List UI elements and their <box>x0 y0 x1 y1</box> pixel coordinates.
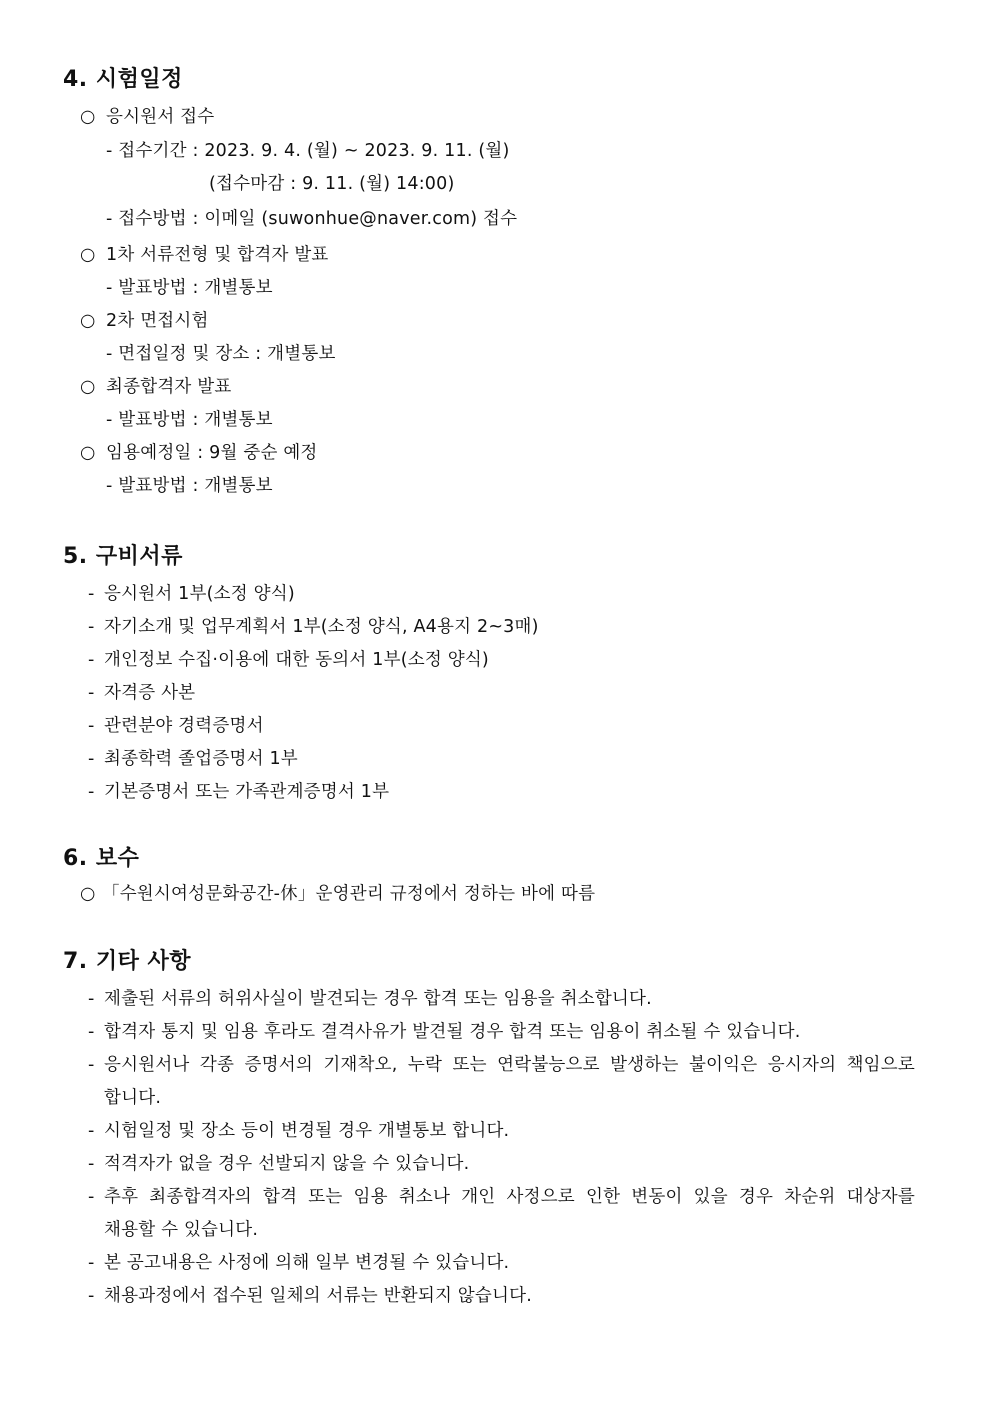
document-item: - 관련분야 경력증명서 <box>88 716 264 736</box>
schedule-item: ○ 2차 면접시험 <box>80 311 209 331</box>
pay-item: ○ 「수원시여성문화공간-休」운영관리 규정에서 정하는 바에 따름 <box>80 884 596 904</box>
document-item: - 개인정보 수집·이용에 대한 동의서 1부(소정 양식) <box>88 650 489 670</box>
schedule-item: ○ 응시원서 접수 <box>80 107 215 127</box>
section-7-title: 7. 기타 사항 <box>63 949 191 974</box>
schedule-item: ○ 최종합격자 발표 <box>80 377 232 397</box>
notice-item: - 응시원서나 각종 증명서의 기재착오, 누락 또는 연락불능으로 발생하는 불이익은 응시자의 책임으로 <box>88 1055 915 1075</box>
schedule-item: ○ 1차 서류전형 및 합격자 발표 <box>80 245 329 265</box>
notice-item: - 본 공고내용은 사정에 의해 일부 변경될 수 있습니다. <box>88 1253 510 1273</box>
application-method: - 접수방법 : 이메일 (suwonhue@naver.com) 접수 <box>106 209 518 229</box>
circle-bullet-icon: ○ <box>80 377 96 397</box>
circle-bullet-icon: ○ <box>80 107 96 127</box>
section-5-title: 5. 구비서류 <box>63 544 183 569</box>
section-4-title: 4. 시험일정 <box>63 67 183 92</box>
circle-bullet-icon: ○ <box>80 245 96 265</box>
schedule-sub-item: - 발표방법 : 개별통보 <box>106 278 273 298</box>
notice-item: - 채용과정에서 접수된 일체의 서류는 반환되지 않습니다. <box>88 1286 532 1306</box>
circle-bullet-icon: ○ <box>80 443 96 463</box>
schedule-item: ○ 임용예정일 : 9월 중순 예정 <box>80 443 318 463</box>
document-item: - 응시원서 1부(소정 양식) <box>88 584 295 604</box>
notice-item-continued: 채용할 수 있습니다. <box>104 1220 259 1240</box>
notice-item: - 시험일정 및 장소 등이 변경될 경우 개별통보 합니다. <box>88 1121 510 1141</box>
document-item: - 기본증명서 또는 가족관계증명서 1부 <box>88 782 390 802</box>
document-item: - 자기소개 및 업무계획서 1부(소정 양식, A4용지 2~3매) <box>88 617 539 637</box>
application-deadline: (접수마감 : 9. 11. (월) 14:00) <box>209 174 455 194</box>
notice-item: - 제출된 서류의 허위사실이 발견되는 경우 합격 또는 임용을 취소합니다. <box>88 989 652 1009</box>
schedule-sub-item: - 면접일정 및 장소 : 개별통보 <box>106 344 336 364</box>
document-item: - 자격증 사본 <box>88 683 196 703</box>
notice-item-continued: 합니다. <box>104 1088 162 1108</box>
document-item: - 최종학력 졸업증명서 1부 <box>88 749 298 769</box>
schedule-sub-item: - 발표방법 : 개별통보 <box>106 476 273 496</box>
circle-bullet-icon: ○ <box>80 884 96 904</box>
notice-item: - 추후 최종합격자의 합격 또는 임용 취소나 개인 사정으로 인한 변동이 있을 경우 차순위 대상자를 <box>88 1187 915 1207</box>
circle-bullet-icon: ○ <box>80 311 96 331</box>
notice-item: - 적격자가 없을 경우 선발되지 않을 수 있습니다. <box>88 1154 470 1174</box>
section-6-title: 6. 보수 <box>63 846 140 871</box>
application-period: - 접수기간 : 2023. 9. 4. (월) ~ 2023. 9. 11. (월) <box>106 141 510 161</box>
schedule-sub-item: - 발표방법 : 개별통보 <box>106 410 273 430</box>
notice-item: - 합격자 통지 및 임용 후라도 결격사유가 발견될 경우 합격 또는 임용이 취소될 수 있습니다. <box>88 1022 801 1042</box>
